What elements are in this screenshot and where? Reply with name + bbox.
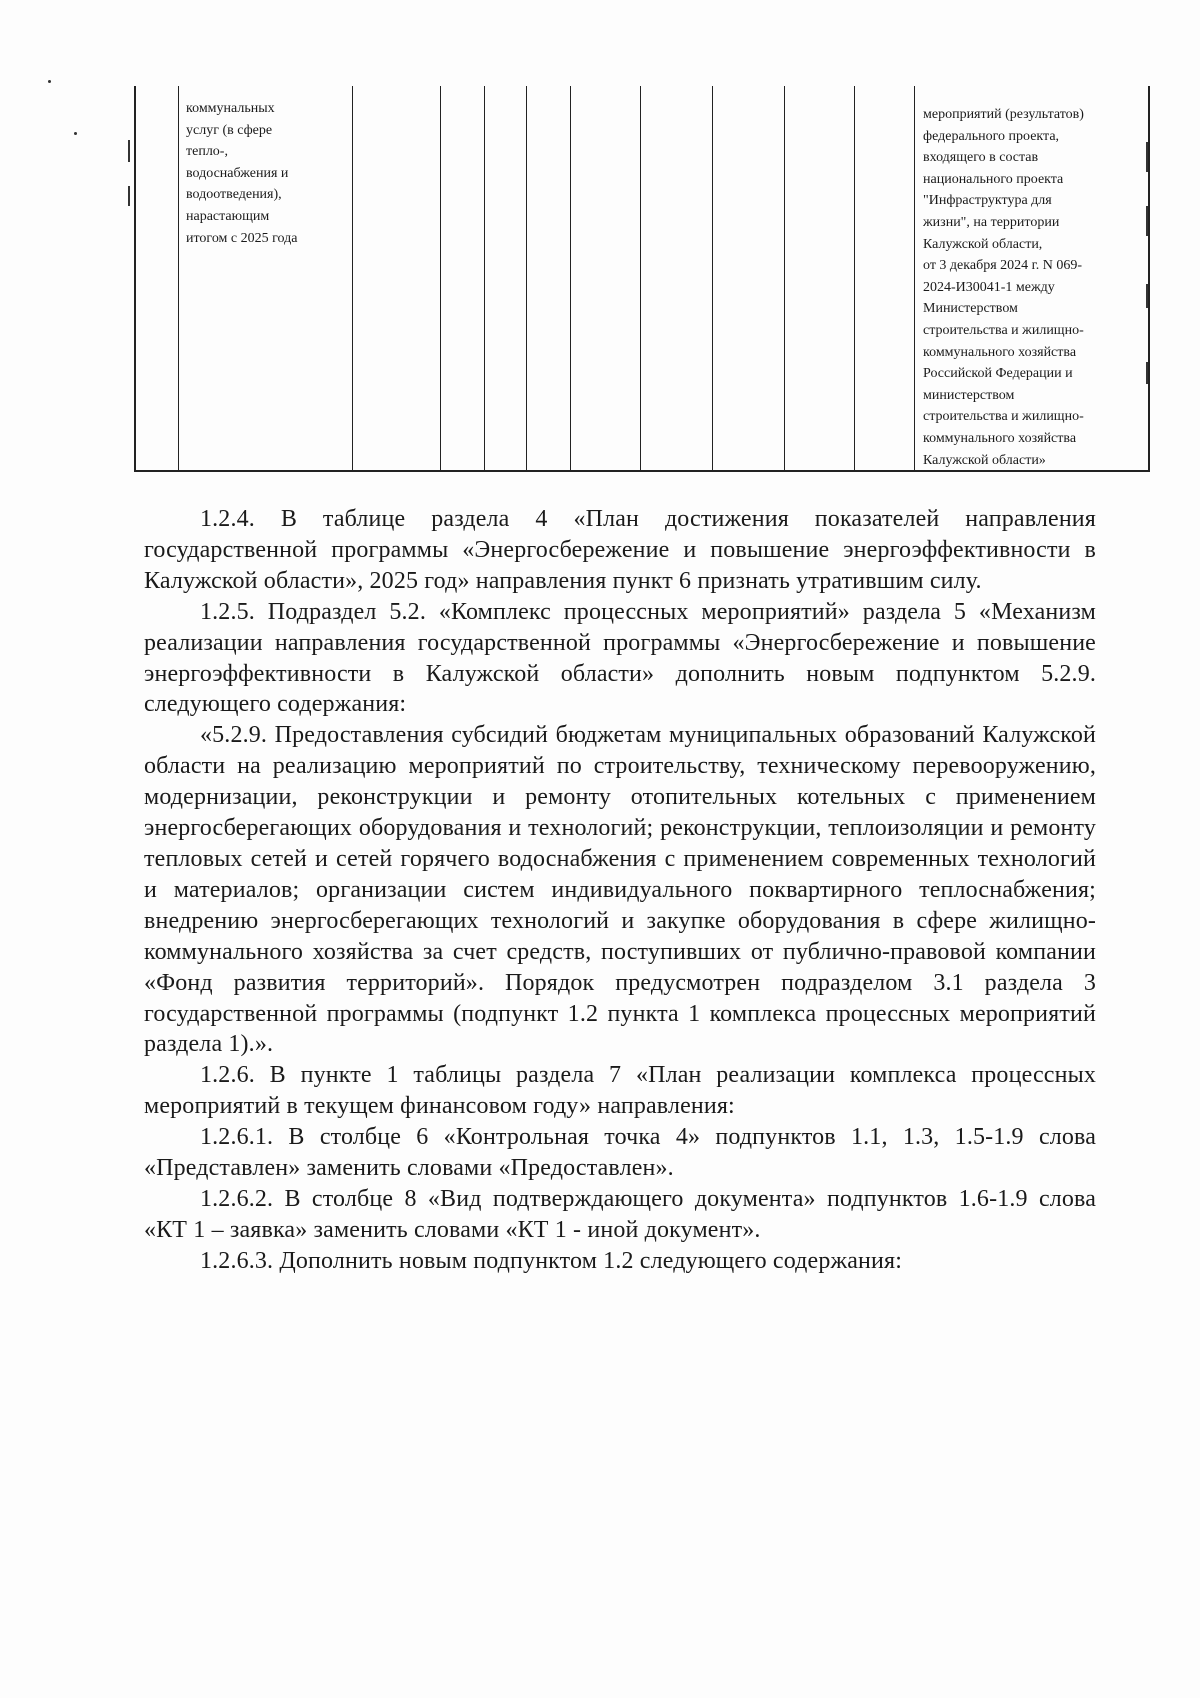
column-divider (352, 86, 353, 470)
column-divider (854, 86, 855, 470)
scan-speck (74, 132, 77, 135)
paragraph-5-2-9-quote: «5.2.9. Предоставления субсидий бюджетам муниципальных образований Калужской области на реализацию мероприятий по строительству, техническому перевооружению, модернизации, реконструкции и ремонту отопительных котельных с применением энергосберегающих оборудования и технологий; реконструкции, теплоизоляции и ремонту тепловых сетей и сетей горячего водоснабжения с применением современных технологий и материалов; организации систем индивидуального поквартирного теплоснабжения; внедрению энергосберегающих технологий и закупке оборудования в сфере жилищно-коммунального хозяйства за счет средств, поступивших от публично-правовой компании «Фонд развития территорий». Порядок предусмотрен подразделом 3.1 раздела 3 государственной программы (подпункт 1.2 пункта 1 комплекса процессных мероприятий раздела 1).». (144, 722, 1096, 1058)
column-divider (784, 86, 785, 470)
scan-speck (48, 80, 51, 83)
column-divider (440, 86, 441, 470)
column-divider (712, 86, 713, 470)
paragraph-1-2-6: 1.2.6. В пункте 1 таблицы раздела 7 «План реализации комплекса процессных мероприятий в текущем финансовом году» направления: (144, 1062, 1096, 1120)
scan-artifact-mark (1146, 142, 1148, 172)
table-cell-document-reference: мероприятий (результатов) федерального проекта, входящего в состав национального проекта "Инфраструктура для жизни", на территории Калужской области, от 3 декабря 2024 г. N 069- 2024-И30041-1 между Министерством строительства и жилищно- коммунального хозяйства Российской Федерации и министерством строительства и жилищно- коммунального хозяйства Калужской области» (923, 107, 1084, 468)
column-divider (526, 86, 527, 470)
table-fragment (134, 86, 1150, 472)
paragraph-1-2-4: 1.2.4. В таблице раздела 4 «План достижения показателей направления государственной программы «Энергосбережение и повышение энергоэффективности в Калужской области», 2025 год» направления пункт 6 признать утратившим силу. (144, 506, 1096, 594)
amendment-text (144, 504, 1096, 1277)
column-divider (914, 86, 915, 470)
scan-artifact-mark (1146, 362, 1148, 384)
scan-artifact-mark (128, 140, 130, 162)
column-divider (484, 86, 485, 470)
table-cell-indicator-name: коммунальных услуг (в сфере тепло-, водоснабжения и водоотведения), нарастающим итогом с 2025 года (186, 101, 298, 246)
column-divider (570, 86, 571, 470)
column-divider (178, 86, 179, 470)
scan-artifact-mark (1146, 206, 1148, 236)
paragraph-1-2-5: 1.2.5. Подраздел 5.2. «Комплекс процессных мероприятий» раздела 5 «Механизм реализации направления государственной программы «Энергосбережение и повышение энергоэффективности в Калужской области» дополнить новым подпунктом 5.2.9. следующего содержания: (144, 598, 1096, 718)
scan-artifact-mark (128, 186, 130, 206)
scan-artifact-mark (1146, 284, 1148, 308)
paragraph-1-2-6-3: 1.2.6.3. Дополнить новым подпунктом 1.2 следующего содержания: (200, 1247, 903, 1274)
column-divider (640, 86, 641, 470)
paragraph-1-2-6-2: 1.2.6.2. В столбце 8 «Вид подтверждающего документа» подпунктов 1.6-1.9 слова «КТ 1 – заявка» заменить словами «КТ 1 - иной документ». (144, 1185, 1096, 1243)
paragraph-1-2-6-1: 1.2.6.1. В столбце 6 «Контрольная точка 4» подпунктов 1.1, 1.3, 1.5-1.9 слова «Представлен» заменить словами «Предоставлен». (144, 1124, 1096, 1182)
